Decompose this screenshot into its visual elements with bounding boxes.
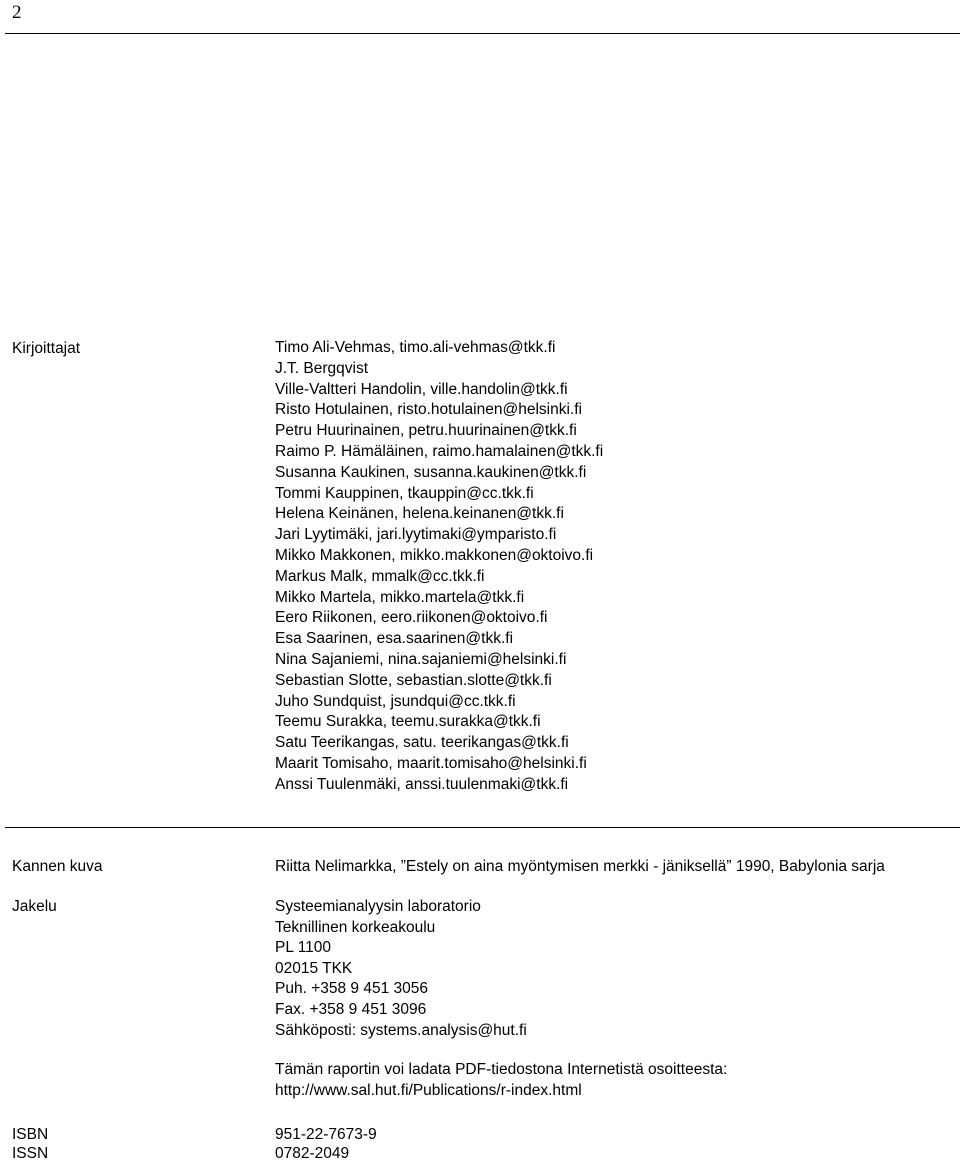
author-entry: Markus Malk, mmalk@cc.tkk.fi xyxy=(275,567,485,585)
author-entry: Esa Saarinen, esa.saarinen@tkk.fi xyxy=(275,630,514,648)
author-entry: Juho Sundquist, jsundqui@cc.tkk.fi xyxy=(275,692,516,710)
author-entry: Risto Hotulainen, risto.hotulainen@helsinki.fi xyxy=(275,401,582,419)
author-entry: Eero Riikonen, eero.riikonen@oktoivo.fi xyxy=(275,609,548,627)
section-divider xyxy=(5,827,960,828)
cover-credit: Riitta Nelimarkka, ”Estely on aina myöntymisen merkki - jäniksellä” 1990, Babylonia sarja xyxy=(275,858,885,875)
header-divider xyxy=(5,33,960,34)
author-entry: Timo Ali-Vehmas, timo.ali-vehmas@tkk.fi xyxy=(275,339,556,356)
author-entry: Susanna Kaukinen, susanna.kaukinen@tkk.fi xyxy=(275,463,587,481)
address-line: Fax. +358 9 451 3096 xyxy=(275,1000,427,1018)
address-line: 02015 TKK xyxy=(275,959,353,977)
author-entry: Teemu Surakka, teemu.surakka@tkk.fi xyxy=(275,713,541,731)
author-entry: Mikko Martela, mikko.martela@tkk.fi xyxy=(275,588,525,606)
author-entry: Tommi Kauppinen, tkauppin@cc.tkk.fi xyxy=(275,484,534,502)
author-entry: J.T. Bergqvist xyxy=(275,359,369,377)
author-entry: Jari Lyytimäki, jari.lyytimaki@ymparisto.fi xyxy=(275,526,557,544)
address-line: Systeemianalyysin laboratorio xyxy=(275,898,481,915)
download-line: http://www.sal.hut.fi/Publications/r-index.html xyxy=(275,1081,582,1099)
address-line: Teknillinen korkeakoulu xyxy=(275,918,436,936)
author-entry: Nina Sajaniemi, nina.sajaniemi@helsinki.fi xyxy=(275,650,567,668)
issn-label: ISSN xyxy=(12,1145,49,1162)
distribution-label: Jakelu xyxy=(12,898,57,915)
issn-value: 0782-2049 xyxy=(275,1145,350,1162)
authors-label: Kirjoittajat xyxy=(12,340,81,357)
address-line: Sähköposti: systems.analysis@hut.fi xyxy=(275,1021,527,1039)
author-entry: Helena Keinänen, helena.keinanen@tkk.fi xyxy=(275,505,564,523)
author-entry: Anssi Tuulenmäki, anssi.tuulenmaki@tkk.fi xyxy=(275,775,569,793)
distribution-address xyxy=(275,897,527,1041)
authors-list xyxy=(275,338,603,796)
cover-label: Kannen kuva xyxy=(12,858,103,875)
author-entry: Satu Teerikangas, satu. teerikangas@tkk.fi xyxy=(275,734,569,752)
author-entry: Raimo P. Hämäläinen, raimo.hamalainen@tkk.fi xyxy=(275,442,604,460)
author-entry: Ville-Valtteri Handolin, ville.handolin@tkk.fi xyxy=(275,380,568,398)
isbn-label: ISBN xyxy=(12,1126,49,1143)
isbn-value: 951-22-7673-9 xyxy=(275,1126,377,1143)
author-entry: Mikko Makkonen, mikko.makkonen@oktoivo.fi xyxy=(275,546,594,564)
download-line: Tämän raportin voi ladata PDF-tiedostona Internetistä osoitteesta: xyxy=(275,1061,728,1078)
author-entry: Maarit Tomisaho, maarit.tomisaho@helsinki.fi xyxy=(275,754,587,772)
author-entry: Petru Huurinainen, petru.huurinainen@tkk.fi xyxy=(275,422,577,440)
download-info xyxy=(275,1060,727,1101)
address-line: Puh. +358 9 451 3056 xyxy=(275,980,428,998)
address-line: PL 1100 xyxy=(275,939,332,957)
page-number: 2 xyxy=(12,2,22,23)
author-entry: Sebastian Slotte, sebastian.slotte@tkk.fi xyxy=(275,671,552,689)
